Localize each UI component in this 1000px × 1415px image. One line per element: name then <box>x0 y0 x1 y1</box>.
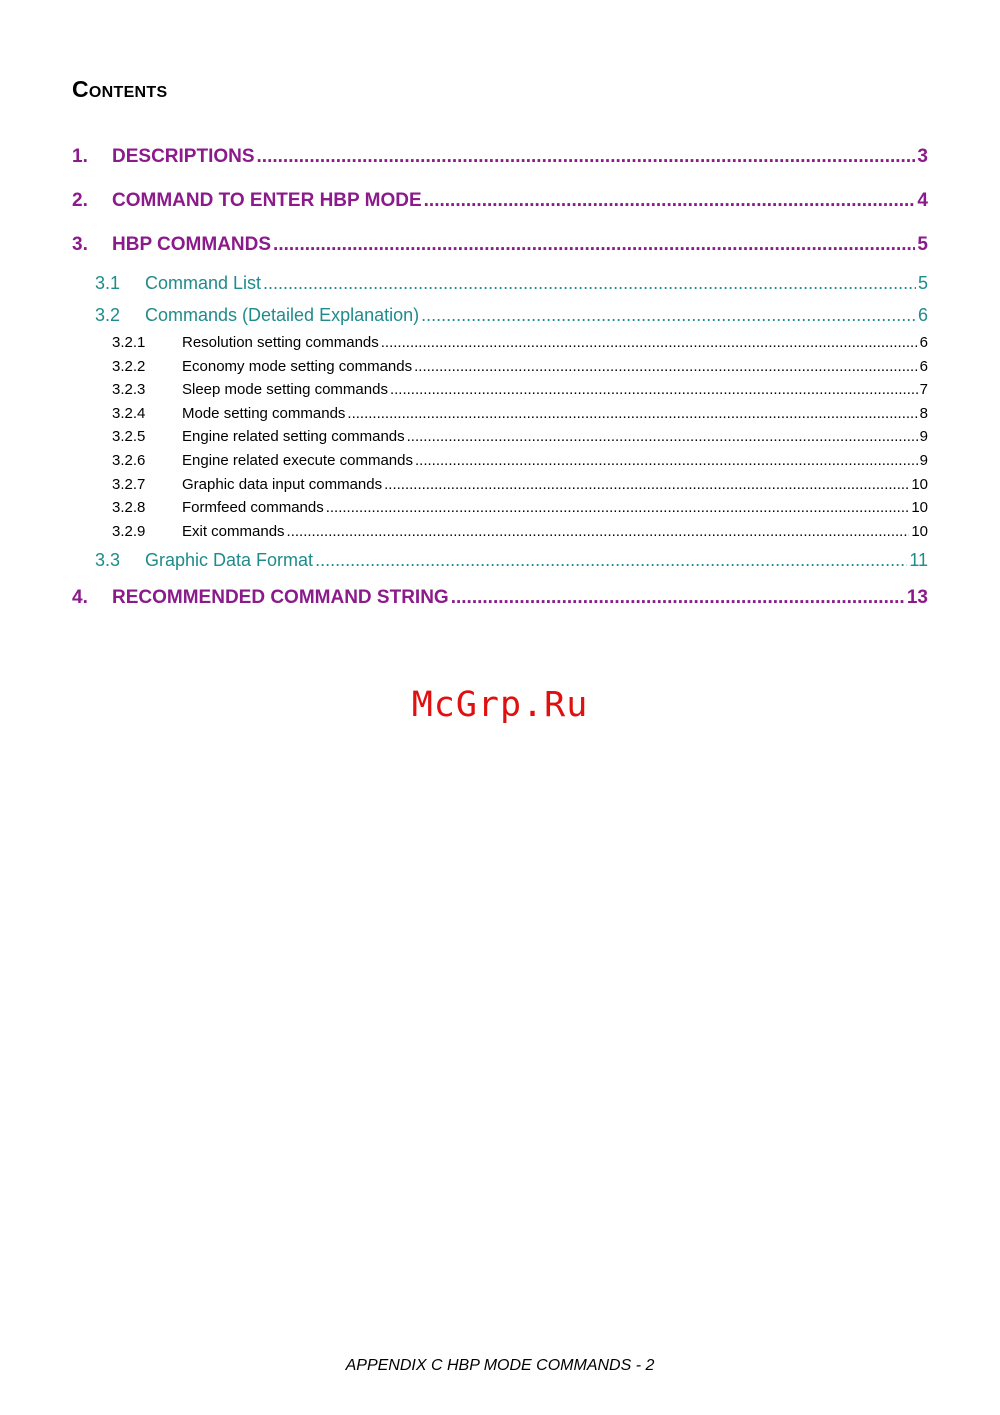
toc-leader <box>415 452 918 469</box>
toc-number: 4. <box>72 587 88 608</box>
toc-row[interactable] <box>72 190 928 212</box>
toc-leader <box>315 550 907 571</box>
toc-label: Engine related setting commands <box>182 428 405 445</box>
toc-number: 3.2.5 <box>112 428 146 445</box>
toc-number: 3. <box>72 234 88 255</box>
toc-number: 3.2.6 <box>112 452 146 469</box>
toc-number: 3.1 <box>95 273 121 293</box>
toc-leader <box>347 405 917 422</box>
toc-row[interactable] <box>72 234 928 256</box>
toc-row[interactable] <box>95 550 928 571</box>
toc-label: Graphic Data Format <box>145 550 314 570</box>
toc-row[interactable] <box>112 381 928 398</box>
toc-number: 3.2.2 <box>112 358 146 375</box>
toc-row[interactable] <box>95 305 928 326</box>
toc-number: 3.2 <box>95 305 121 325</box>
toc-number: 1. <box>72 146 88 167</box>
toc-page: 3 <box>917 146 928 167</box>
toc-leader <box>287 523 910 540</box>
page-title: Contents <box>72 76 168 102</box>
toc-row[interactable] <box>72 587 928 609</box>
toc-page: 4 <box>917 190 928 211</box>
toc-label: HBP COMMANDS <box>112 234 272 255</box>
toc-label: RECOMMENDED COMMAND STRING <box>112 587 449 608</box>
toc-number: 3.2.1 <box>112 334 146 351</box>
toc-number: 2. <box>72 190 88 211</box>
page-footer: APPENDIX C HBP MODE COMMANDS - 2 <box>345 1357 655 1374</box>
toc-page: 7 <box>919 381 928 398</box>
toc-number: 3.2.3 <box>112 381 146 398</box>
toc-row[interactable] <box>112 334 928 351</box>
toc-row[interactable] <box>72 146 928 168</box>
toc-row[interactable] <box>112 452 928 469</box>
toc-row[interactable] <box>112 523 928 540</box>
toc-leader <box>390 381 918 398</box>
toc-page: 6 <box>917 305 928 325</box>
toc-page: 9 <box>919 452 928 469</box>
toc-leader <box>326 499 910 516</box>
toc-number: 3.3 <box>95 550 121 570</box>
toc-leader <box>273 234 915 256</box>
toc-page: 5 <box>917 234 928 255</box>
toc-label: Resolution setting commands <box>182 334 379 351</box>
toc-leader <box>414 358 918 375</box>
toc-label: Graphic data input commands <box>182 476 383 493</box>
toc-page: 13 <box>906 587 928 608</box>
toc-label: Mode setting commands <box>182 405 346 422</box>
toc-number: 3.2.9 <box>112 523 146 540</box>
toc-row[interactable] <box>95 273 928 294</box>
toc-page: 8 <box>919 405 928 422</box>
toc-label: Formfeed commands <box>182 499 324 516</box>
toc-leader <box>407 428 918 445</box>
toc-page: 11 <box>909 550 928 570</box>
toc-label: COMMAND TO ENTER HBP MODE <box>112 190 422 211</box>
toc-row[interactable] <box>112 358 928 375</box>
toc-label: Engine related execute commands <box>182 452 413 469</box>
toc-page: 6 <box>919 358 928 375</box>
toc-page: 10 <box>911 476 928 493</box>
toc-label: DESCRIPTIONS <box>112 146 255 167</box>
toc-number: 3.2.4 <box>112 405 146 422</box>
toc-leader <box>257 146 916 168</box>
toc-label: Exit commands <box>182 523 285 540</box>
toc-page: 9 <box>919 428 928 445</box>
toc-page: 5 <box>917 273 928 293</box>
toc-leader <box>421 305 916 326</box>
toc-label: Command List <box>145 273 262 293</box>
watermark: McGrp.Ru <box>411 685 589 725</box>
toc-number: 3.2.8 <box>112 499 146 516</box>
toc-label: Sleep mode setting commands <box>182 381 388 398</box>
toc-leader <box>381 334 918 351</box>
toc-label: Commands (Detailed Explanation) <box>145 305 420 325</box>
toc-row[interactable] <box>112 476 928 493</box>
toc-row[interactable] <box>112 428 928 445</box>
toc-leader <box>424 190 916 212</box>
toc-leader <box>263 273 916 294</box>
toc-leader <box>451 587 905 609</box>
toc-leader <box>384 476 909 493</box>
toc-label: Economy mode setting commands <box>182 358 413 375</box>
toc-page: 6 <box>919 334 928 351</box>
toc-page: 10 <box>911 523 928 540</box>
toc-page: 10 <box>911 499 928 516</box>
toc-row[interactable] <box>112 405 928 422</box>
toc-row[interactable] <box>112 499 928 516</box>
toc-number: 3.2.7 <box>112 476 146 493</box>
